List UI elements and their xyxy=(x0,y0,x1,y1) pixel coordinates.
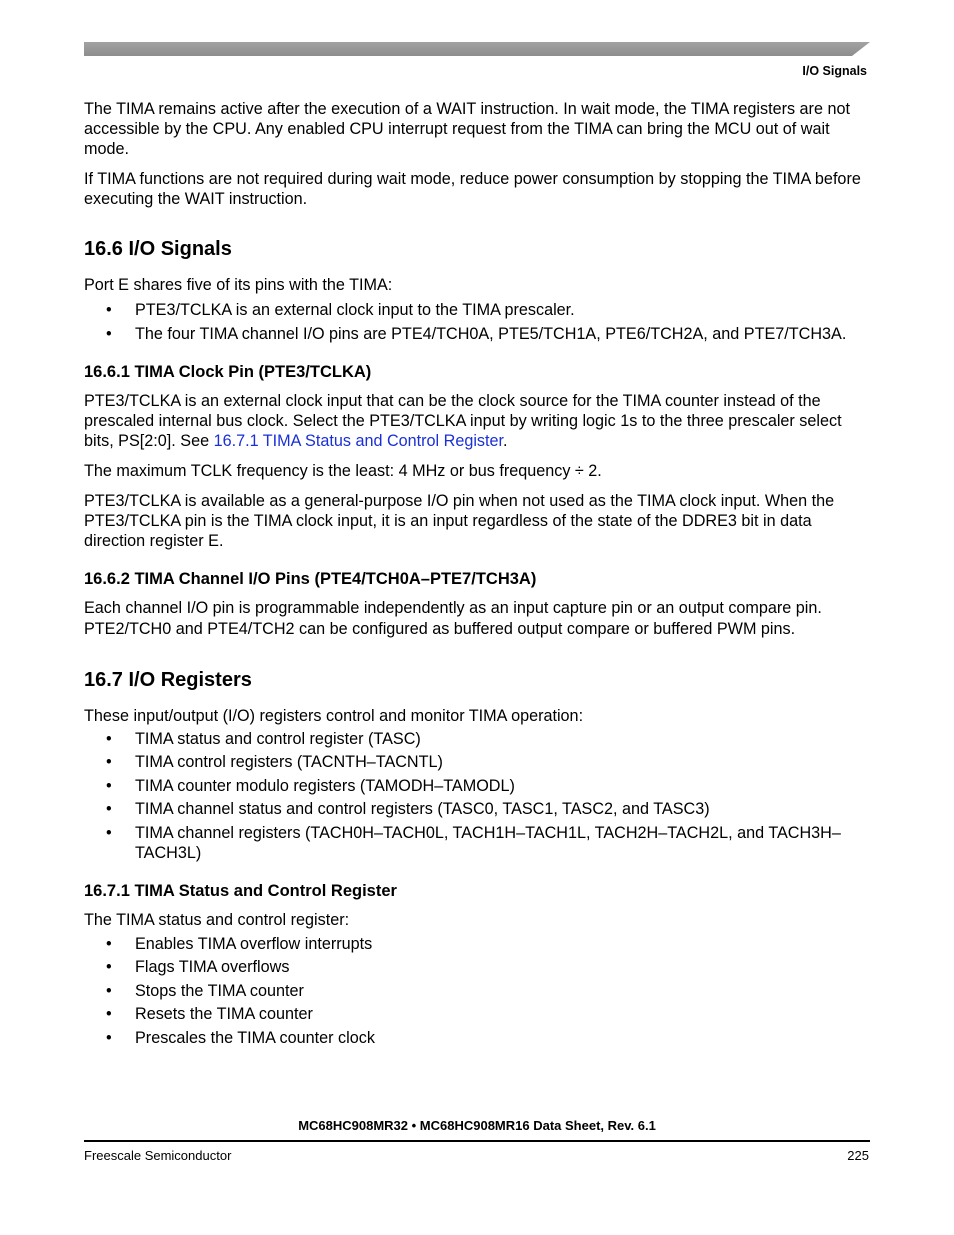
section-heading-16-6-2: 16.6.2 TIMA Channel I/O Pins (PTE4/TCH0A–PTE7/TCH3A) xyxy=(84,569,537,588)
cross-reference-link[interactable]: 16.7.1 TIMA Status and Control Register xyxy=(213,431,504,450)
footer-document-title: MC68HC908MR32 • MC68HC908MR16 Data Sheet, Rev. 6.1 xyxy=(298,1118,656,1133)
bullet-list xyxy=(84,300,870,344)
footer-company: Freescale Semiconductor xyxy=(84,1148,232,1163)
header-bar xyxy=(84,42,870,56)
list-item: • TIMA channel registers (TACH0H–TACH0L, TACH1H–TACH1L, TACH2H–TACH2L, and TACH3H–TACH3L) xyxy=(84,823,870,863)
section-heading-16-6: 16.6 I/O Signals xyxy=(84,238,232,260)
list-item: • Resets the TIMA counter xyxy=(84,1004,870,1024)
paragraph xyxy=(84,391,870,451)
list-item: • TIMA control registers (TACNTH–TACNTL) xyxy=(84,752,870,772)
page-body xyxy=(84,99,870,1051)
intro-paragraph-1: The TIMA remains active after the execution of a WAIT instruction. In wait mode, the TIMA registers are not accessible by the CPU. Any enabled CPU interrupt request from the TIMA can bring the MCU out of wait mode. xyxy=(84,100,850,158)
section-heading-16-6-1: 16.6.1 TIMA Clock Pin (PTE3/TCLKA) xyxy=(84,362,372,381)
paragraph: PTE3/TCLKA is available as a general-purpose I/O pin when not used as the TIMA clock input. When the PTE3/TCLKA pin is the TIMA clock input, it is an input regardless of the state of the DDRE3 bit in data direction register E. xyxy=(84,491,835,550)
page-number: 225 xyxy=(847,1148,869,1163)
list-item: • TIMA status and control register (TASC) xyxy=(84,729,870,749)
section-lead: Port E shares five of its pins with the TIMA: xyxy=(84,276,393,294)
list-item: • Flags TIMA overflows xyxy=(84,957,870,977)
list-item: • TIMA counter modulo registers (TAMODH–TAMODL) xyxy=(84,776,870,796)
section-heading-16-7: 16.7 I/O Registers xyxy=(84,668,252,691)
list-item: • Enables TIMA overflow interrupts xyxy=(84,934,870,954)
list-item: • Stops the TIMA counter xyxy=(84,981,870,1001)
section-heading-16-7-1: 16.7.1 TIMA Status and Control Register xyxy=(84,881,397,900)
bullet-list xyxy=(84,729,870,863)
footer-divider xyxy=(84,1140,870,1142)
paragraph: Each channel I/O pin is programmable independently as an input capture pin or an output compare pin. PTE2/TCH0 and PTE4/TCH2 can be configured as buffered output compare or buffered PWM pins. xyxy=(84,598,822,638)
running-header: I/O Signals xyxy=(802,64,867,78)
list-item: • Prescales the TIMA counter clock xyxy=(84,1028,870,1048)
intro-paragraph-2: If TIMA functions are not required during wait mode, reduce power consumption by stopping the TIMA before executing the WAIT instruction. xyxy=(84,170,861,208)
section-lead: The TIMA status and control register: xyxy=(84,910,350,929)
bullet-list xyxy=(84,934,870,1048)
paragraph: The maximum TCLK frequency is the least: 4 MHz or bus frequency ÷ 2. xyxy=(84,461,602,480)
list-item: • PTE3/TCLKA is an external clock input to the TIMA prescaler. xyxy=(84,300,870,320)
paragraph-text-end: . xyxy=(503,431,508,450)
list-item: • The four TIMA channel I/O pins are PTE4/TCH0A, PTE5/TCH1A, PTE6/TCH2A, and PTE7/TCH3A. xyxy=(84,324,870,344)
list-item: • TIMA channel status and control registers (TASC0, TASC1, TASC2, and TASC3) xyxy=(84,799,870,819)
paragraph-text: PTE3/TCLKA is an external clock input that can be the clock source for the TIMA counter instead of the prescaled internal bus clock. Select the PTE3/TCLKA input by writing logic 1s to the three prescaler select bits, PS[2:0]. See xyxy=(84,391,842,450)
section-lead: These input/output (I/O) registers control and monitor TIMA operation: xyxy=(84,706,584,725)
